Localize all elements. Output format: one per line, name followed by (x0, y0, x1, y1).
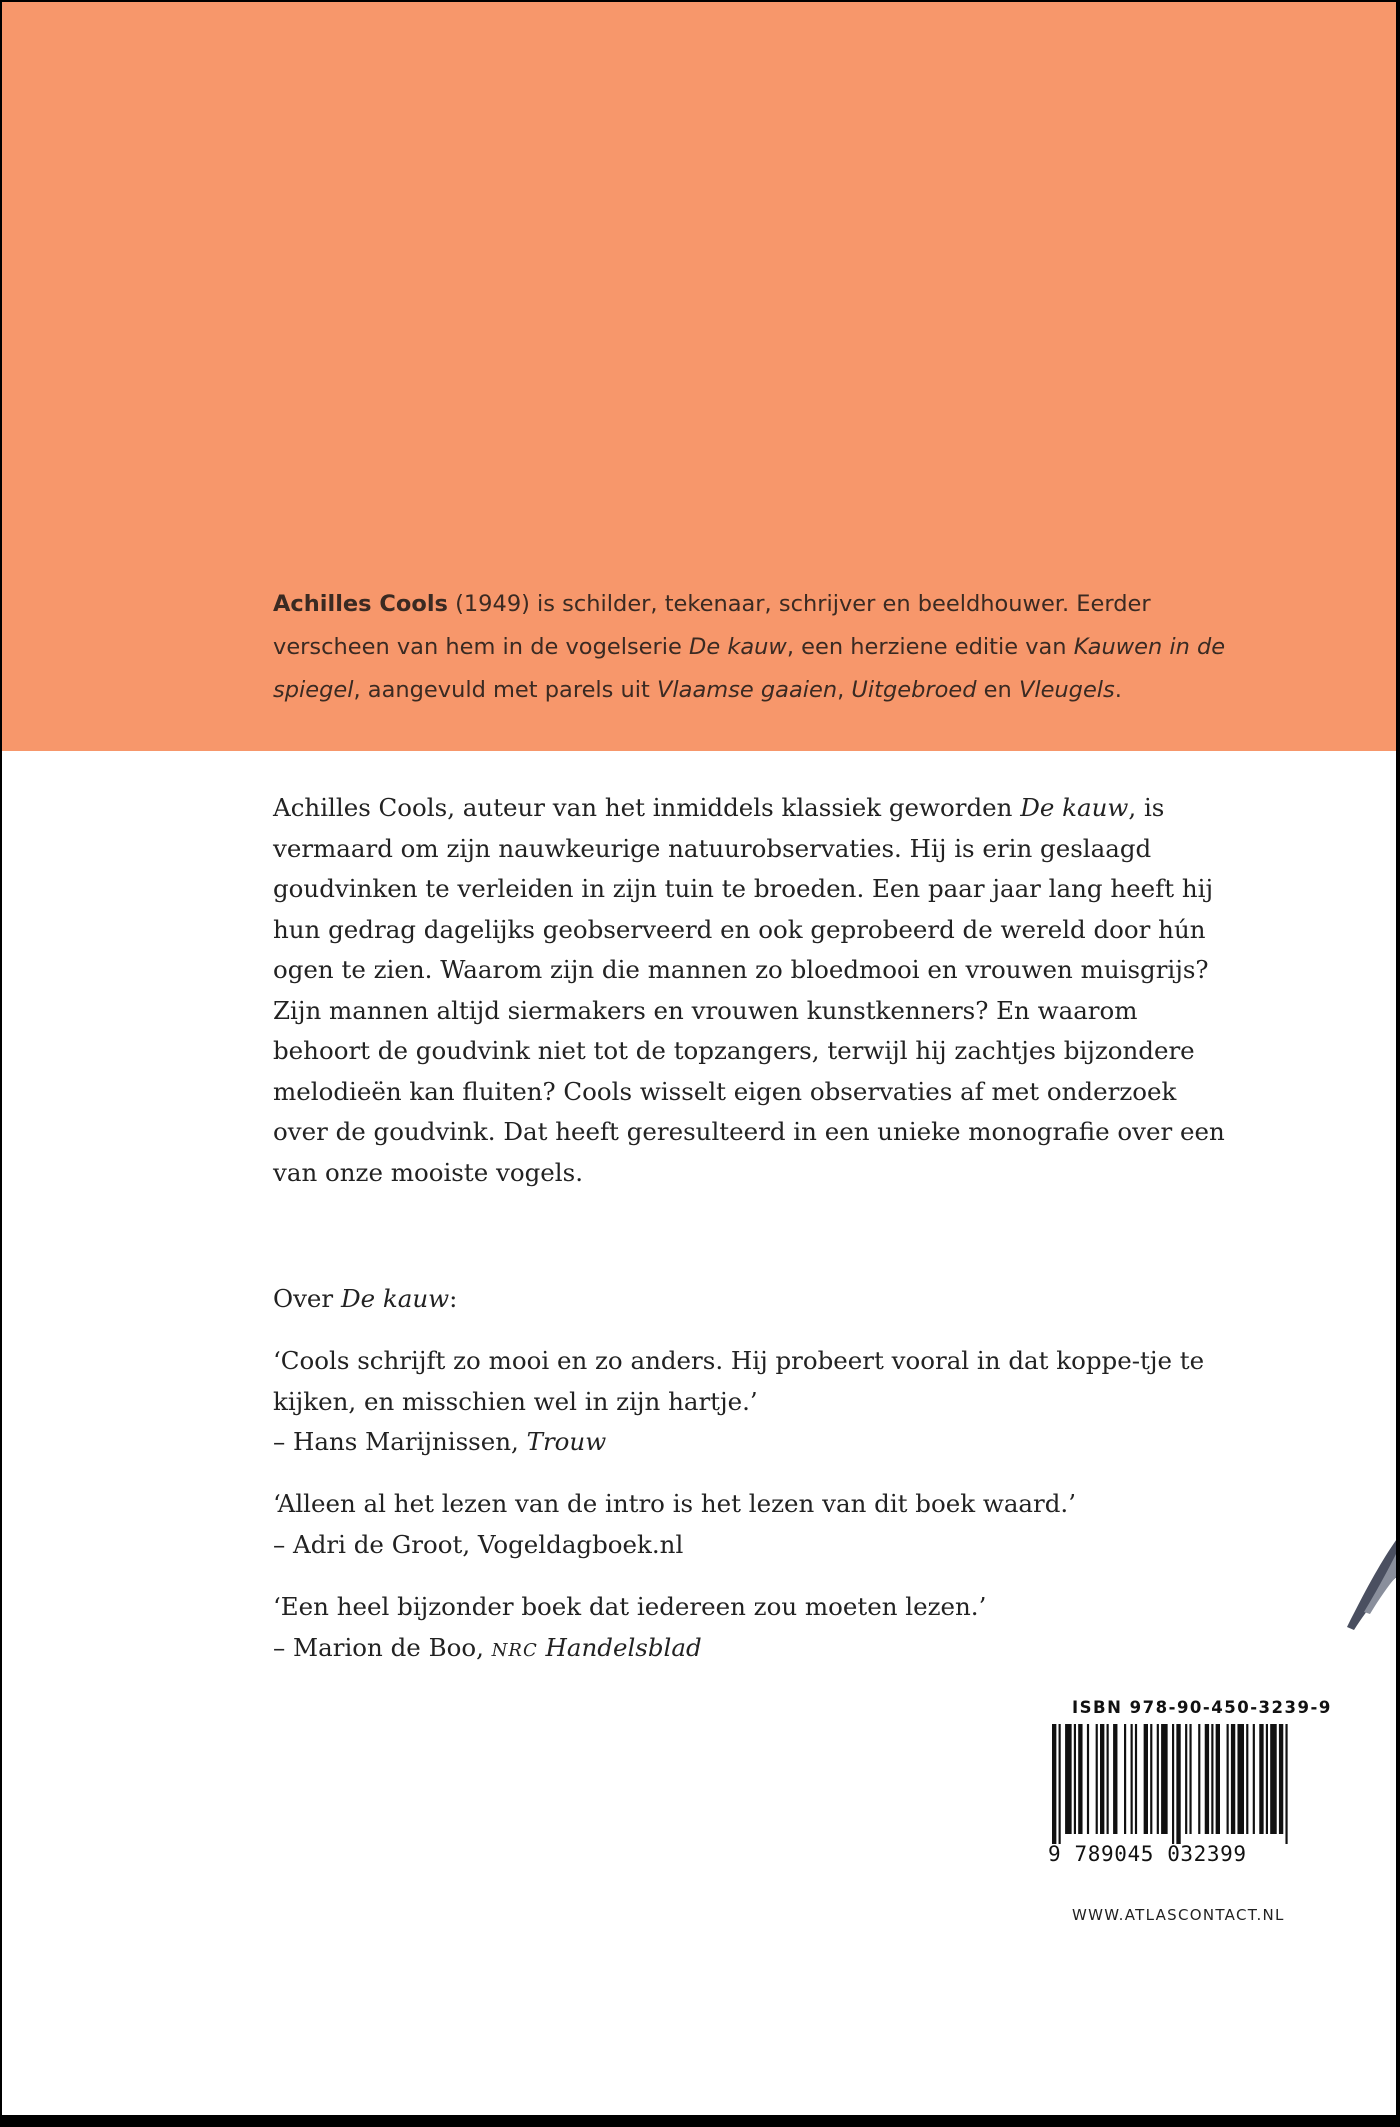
barcode-digits: 9 789045 032399 (1048, 1842, 1247, 1866)
bird-illustration-fragment (1342, 1532, 1396, 1632)
review-quote: ‘Alleen al het lezen van de intro is het lezen van dit boek waard.’ – Adri de Groot, Vogeldagboek.nl (273, 1489, 1077, 1559)
reviews-heading: Over De kauw: (273, 1284, 458, 1313)
review-quote: ‘Cools schrijft zo mooi en zo anders. Hij probeert vooral in dat koppe-tje te kijken, en misschien wel in zijn hartje.’ – Hans Marijnissen, Trouw (273, 1346, 1205, 1456)
author-bio: Achilles Cools (1949) is schilder, tekenaar, schrijver en beeldhouwer. Eerder verscheen van hem in de vogelserie De kauw, een herziene editie van Kauwen in de spiegel, aangevuld met parels uit Vlaamse gaaien, Uitgebroed en Vleugels. (273, 591, 1226, 703)
publisher-website: WWW.ATLASCONTACT.NL (1072, 1906, 1285, 1924)
book-back-cover (2, 2, 1396, 2115)
author-name: Achilles Cools (273, 591, 448, 617)
isbn-label: ISBN 978-90-450-3239-9 (1072, 1698, 1332, 1717)
review-quote: ‘Een heel bijzonder boek dat iedereen zou moeten lezen.’ – Marion de Boo, NRC Handelsblad (273, 1592, 987, 1662)
book-blurb: Achilles Cools, auteur van het inmiddels klassiek geworden De kauw, is vermaard om zijn nauwkeurige natuurobservaties. Hij is erin geslaagd goudvinken te verleiden in zijn tuin te broeden. Een paar jaar lang heeft hij hun gedrag dagelijks geobserveerd en ook geprobeerd de wereld door hún ogen te zien. Waarom zijn die mannen zo bloedmooi en vrouwen muisgrijs? Zijn mannen altijd siermakers en vrouwen kunstkenners? En waarom behoort de goudvink niet tot de topzangers, terwijl hij zachtjes bijzondere melodieën kan fluiten? Cools wisselt eigen observaties af met onderzoek over de goudvink. Dat heeft geresulteerd in een unieke monografie over een van onze mooiste vogels. (273, 793, 1225, 1187)
review-attribution: – Marion de Boo, (273, 1632, 492, 1662)
barcode-image (1052, 1724, 1292, 1844)
review-attribution: – Adri de Groot, Vogeldagboek.nl (273, 1529, 684, 1559)
review-attribution: – Hans Marijnissen, (273, 1427, 527, 1456)
